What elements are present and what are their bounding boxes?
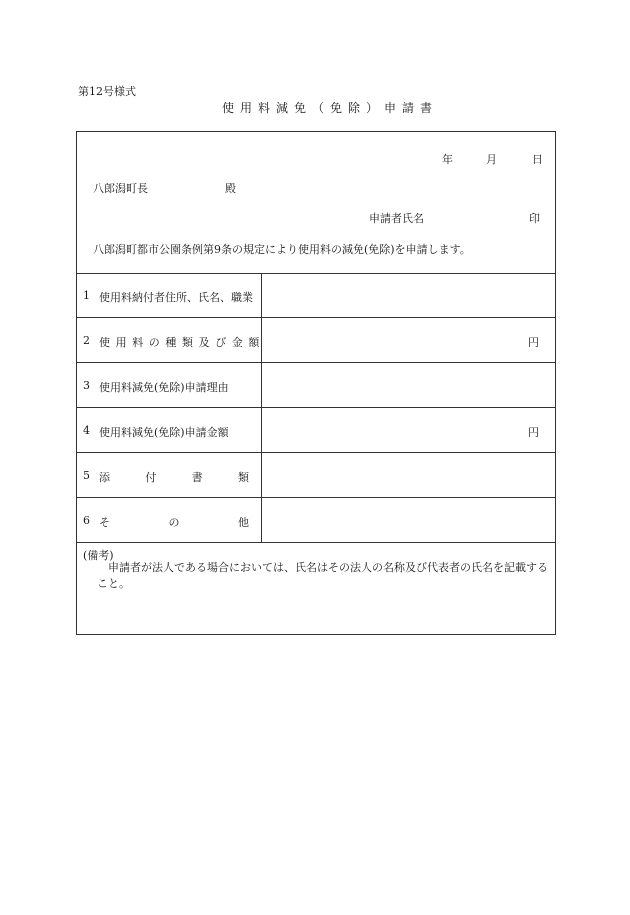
form-row-other [77, 498, 555, 543]
row-number: 3 [83, 379, 90, 392]
attachments-field[interactable] [262, 453, 555, 497]
row-label-cell [77, 453, 262, 497]
application-form [76, 131, 556, 635]
form-row-reason [77, 363, 555, 408]
form-rows [77, 273, 555, 543]
row-label: 使用料減免(免除)申請金額 [99, 426, 229, 439]
honorific: 殿 [225, 182, 236, 195]
row-label-cell [77, 498, 262, 542]
row-number: 2 [83, 334, 90, 347]
label-char: 付 [145, 471, 157, 484]
application-statement: 八郎潟町都市公園条例第9条の規定により使用料の減免(免除)を申請します。 [93, 243, 471, 256]
label-char: の [168, 516, 180, 529]
row-number: 6 [83, 514, 90, 527]
label-char: 添 [99, 471, 110, 484]
yen-unit: 円 [528, 426, 539, 439]
row-label [99, 514, 249, 530]
row-number: 1 [83, 289, 90, 302]
row-label: 使用料納付者住所、氏名、職業 [99, 291, 253, 304]
label-char: 他 [238, 516, 249, 529]
addressee: 八郎潟町長 [93, 182, 148, 195]
applicant-name-label: 申請者氏名 [369, 212, 424, 225]
row-label-cell [77, 363, 262, 407]
form-row-amount [77, 408, 555, 453]
form-number: 第12号様式 [78, 85, 136, 98]
date-year-label: 年 [442, 153, 453, 166]
other-field[interactable] [262, 498, 555, 542]
label-char: そ [99, 516, 110, 529]
row-number: 5 [83, 469, 90, 482]
remarks-title: (備考) [83, 549, 114, 562]
row-label-cell [77, 273, 262, 317]
row-number: 4 [83, 424, 90, 437]
date-day-label: 日 [532, 153, 543, 166]
exemption-amount-field[interactable] [262, 408, 555, 452]
document-title: 使用料減免（免除）申請書 [222, 101, 439, 115]
remarks-section [77, 543, 555, 634]
form-row-payer [77, 273, 555, 318]
date-month-label: 月 [486, 153, 497, 166]
row-label [99, 469, 249, 485]
form-header [77, 132, 555, 274]
row-label-cell [77, 408, 262, 452]
row-label: 使用料の種類及び金額 [99, 336, 265, 349]
form-row-fee-type [77, 318, 555, 363]
reason-field[interactable] [262, 363, 555, 407]
seal-label: 印 [529, 212, 540, 225]
label-char: 類 [237, 471, 249, 484]
form-row-attachments [77, 453, 555, 498]
fee-amount-field[interactable] [262, 318, 555, 362]
row-label-cell [77, 318, 265, 362]
payer-info-field[interactable] [262, 273, 555, 317]
label-char: 書 [191, 471, 203, 484]
remarks-text: 申請者が法人である場合においては、氏名はその法人の名称及び代表者の氏名を記載すること。 [97, 561, 548, 590]
row-label: 使用料減免(免除)申請理由 [99, 381, 229, 394]
yen-unit: 円 [528, 336, 539, 349]
